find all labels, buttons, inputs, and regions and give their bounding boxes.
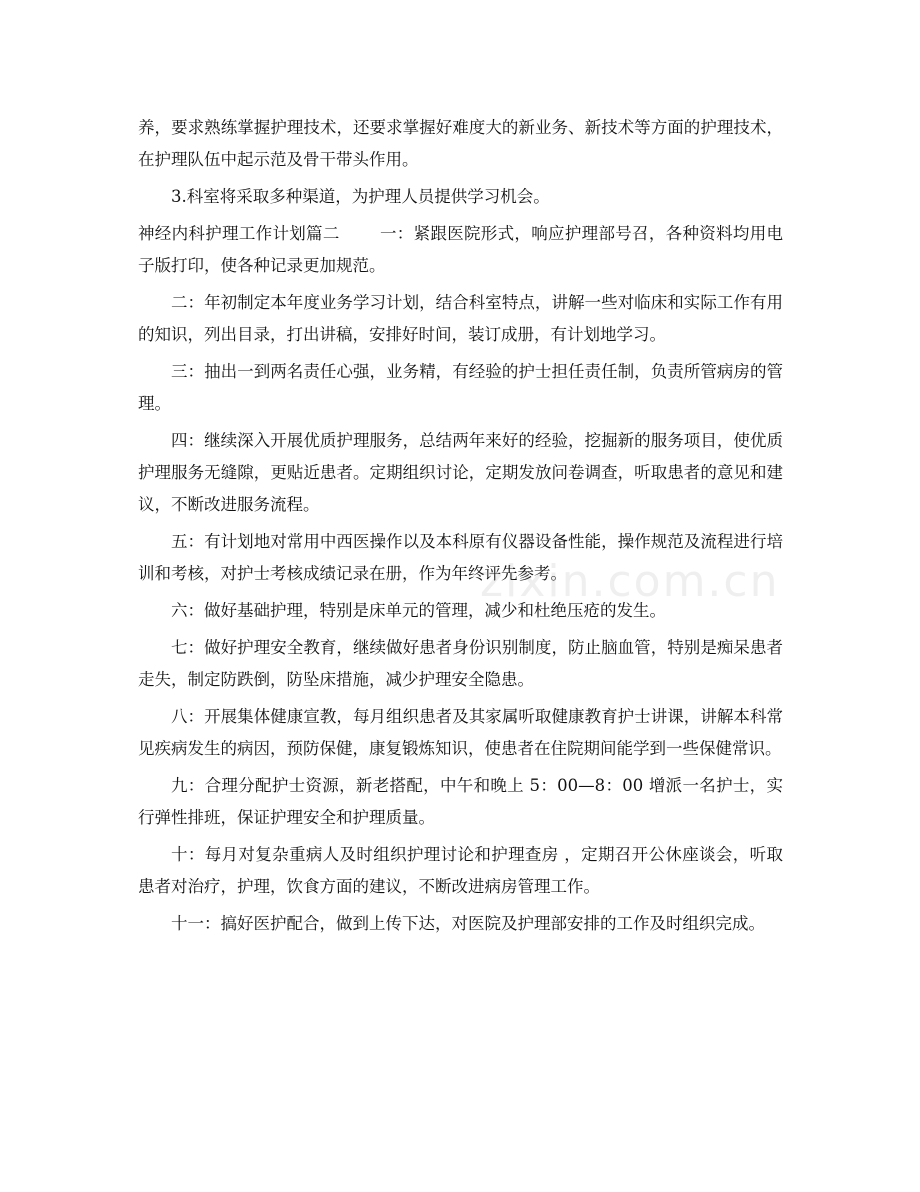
paragraph-continuation: 养，要求熟练掌握护理技术，还要求掌握好难度大的新业务、新技术等方面的护理技术，在护理队伍中起示范及骨干带头作用。 bbox=[138, 118, 783, 169]
document-body bbox=[138, 112, 783, 945]
plan-item-4: 四：继续深入开展优质护理服务，总结两年来好的经验，挖掘新的服务项目，使优质护理服务无缝隙，更贴近患者。定期组织讨论，定期发放问卷调查，听取患者的意见和建议，不断改进服务流程。 bbox=[138, 431, 783, 514]
plan-item-7: 七：做好护理安全教育，继续做好患者身份识别制度，防止脑血管，特别是痴呆患者走失，制定防跌倒，防坠床措施，减少护理安全隐患。 bbox=[138, 638, 783, 689]
section-heading-paragraph bbox=[138, 218, 783, 282]
plan-item-6: 六：做好基础护理，特别是床单元的管理，减少和杜绝压疮的发生。 bbox=[171, 601, 666, 620]
plan-item-2: 二：年初制定本年度业务学习计划，结合科室特点，讲解一些对临床和实际工作有用的知识，列出目录，打出讲稿，安排好时间，装订成册，有计划地学习。 bbox=[138, 293, 783, 344]
plan-item-3: 三：抽出一到两名责任心强，业务精，有经验的护士担任责任制，负责所管病房的管理。 bbox=[138, 362, 783, 413]
plan-item-1: 一：紧跟医院形式，响应护理部号召，各种资料均用电子版打印，使各种记录更加规范。 bbox=[138, 224, 784, 275]
plan-item-5: 五：有计划地对常用中西医操作以及本科原有仪器设备性能，操作规范及流程进行培训和考核，对护士考核成绩记录在册，作为年终评先参考。 bbox=[138, 532, 783, 583]
plan-item-11: 十一：搞好医护配合，做到上传下达，对医院及护理部安排的工作及时组织完成。 bbox=[171, 914, 765, 933]
plan-item-9: 九：合理分配护士资源，新老搭配，中午和晚上 5：00—8：00 增派一名护士，实行弹性排班，保证护理安全和护理质量。 bbox=[138, 776, 783, 827]
section-title: 神经内科护理工作计划篇二 bbox=[138, 224, 340, 243]
paragraph-item-3: 3.科室将采取多种渠道，为护理人员提供学习机会。 bbox=[171, 187, 550, 206]
watermark: zixin.com.cn bbox=[480, 556, 780, 607]
plan-item-10: 十：每月对复杂重病人及时组织护理讨论和护理查房 ，定期召开公休座谈会，听取患者对治疗，护理，饮食方面的建议，不断改进病房管理工作。 bbox=[138, 845, 783, 896]
plan-item-8: 八：开展集体健康宣教，每月组织患者及其家属听取健康教育护士讲课，讲解本科常见疾病发生的病因，预防保健，康复锻炼知识，使患者在住院期间能学到一些保健常识。 bbox=[138, 707, 783, 758]
